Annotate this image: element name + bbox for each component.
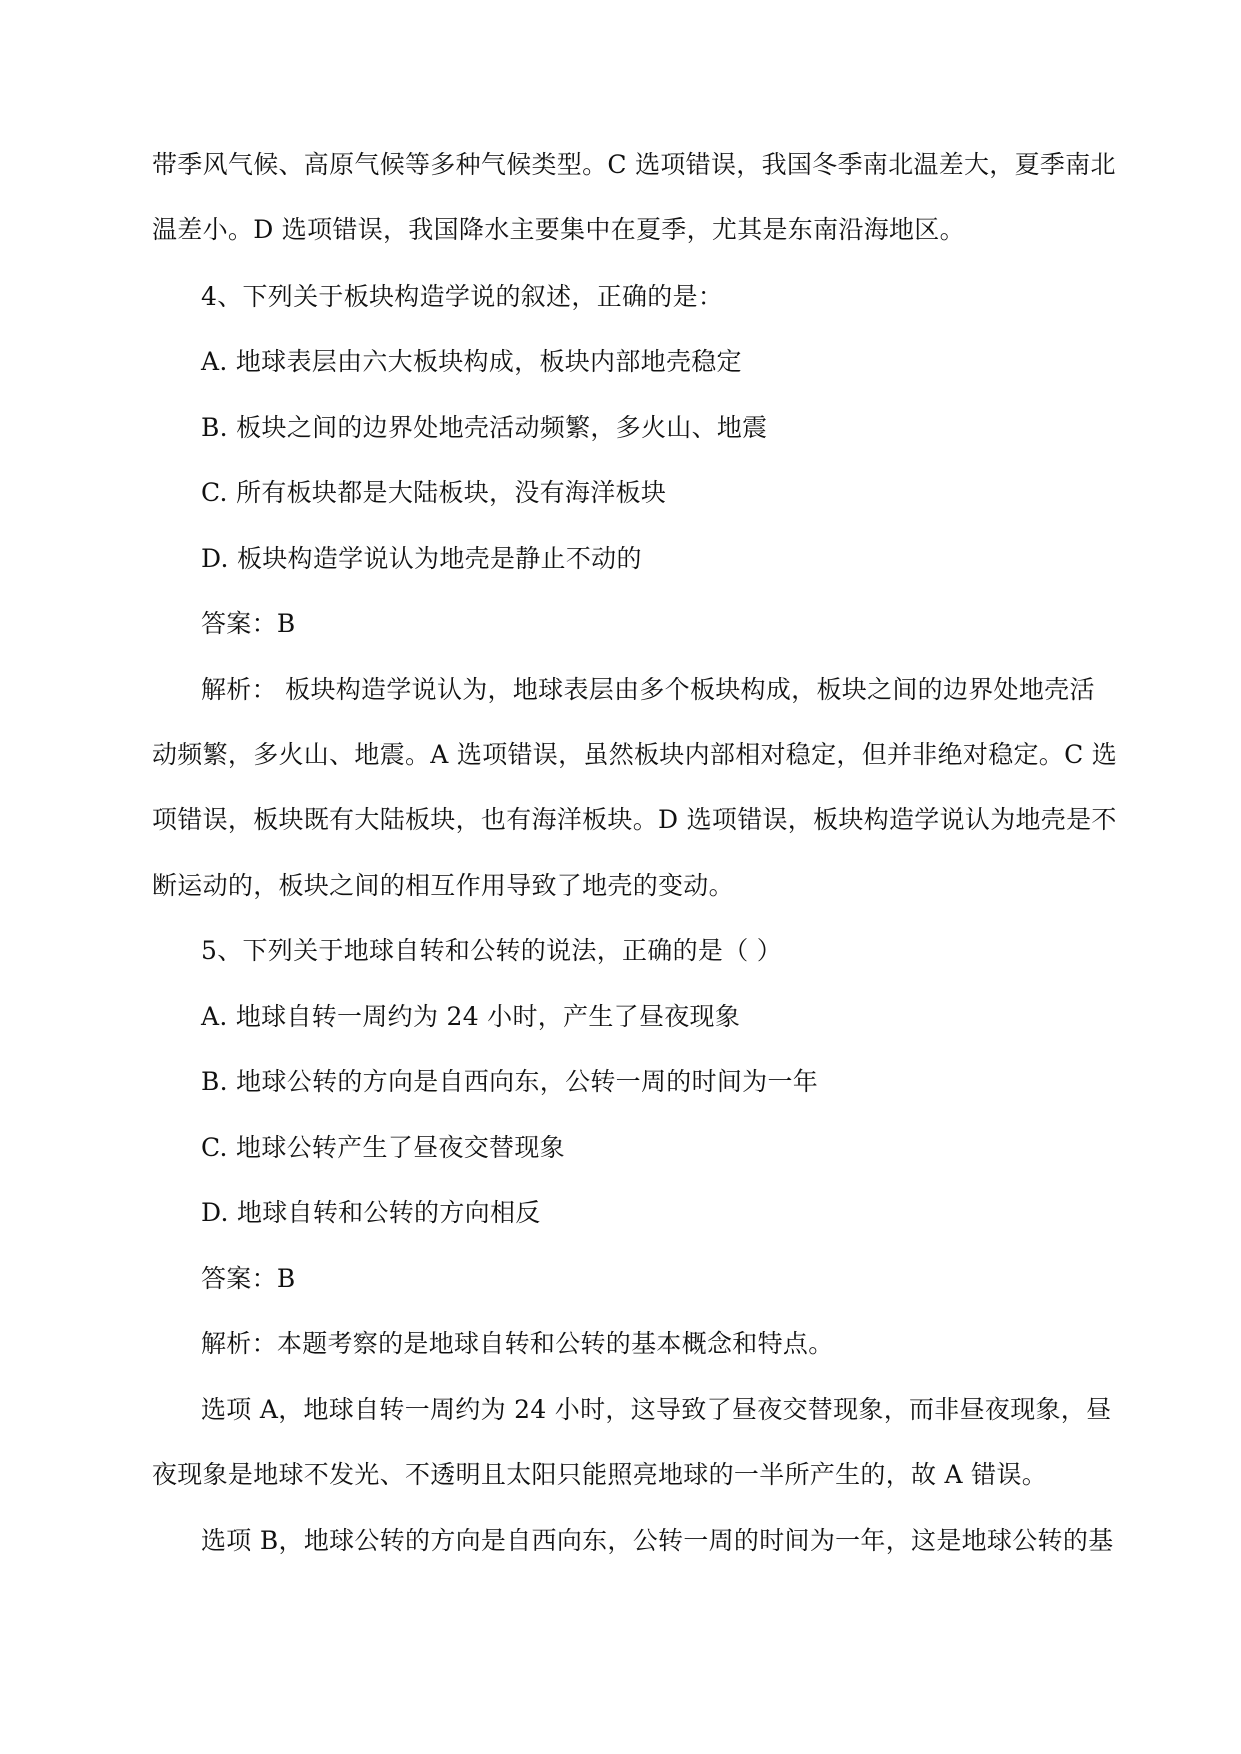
- question-4-option-a: A. 地球表层由六大板块构成，板块内部地壳稳定: [201, 347, 742, 376]
- question-5-option-b: B. 地球公转的方向是自西向东，公转一周的时间为一年: [201, 1067, 819, 1096]
- text-line: 温差小。D 选项错误，我国降水主要集中在夏季，尤其是东南沿海地区。: [152, 215, 965, 244]
- text-line: 夜现象是地球不发光、不透明且太阳只能照亮地球的一半所产生的，故 A 错误。: [152, 1460, 1048, 1489]
- analysis-option-a: 选项 A，地球自转一周约为 24 小时，这导致了昼夜交替现象，而非昼夜现象，昼: [201, 1395, 1112, 1424]
- question-5-answer: 答案：B: [201, 1264, 296, 1293]
- question-4-option-b: B. 板块之间的边界处地壳活动频繁，多火山、地震: [201, 413, 768, 442]
- question-4-option-c: C. 所有板块都是大陆板块，没有海洋板块: [201, 478, 667, 507]
- question-5-option-d: D. 地球自转和公转的方向相反: [201, 1198, 541, 1227]
- analysis-option-b: 选项 B，地球公转的方向是自西向东，公转一周的时间为一年，这是地球公转的基: [201, 1526, 1114, 1555]
- question-4-analysis: 解析： 板块构造学说认为，地球表层由多个板块构成，板块之间的边界处地壳活: [201, 675, 1095, 704]
- question-4-option-d: D. 板块构造学说认为地壳是静止不动的: [201, 544, 642, 573]
- question-5-analysis: 解析：本题考察的是地球自转和公转的基本概念和特点。: [201, 1329, 834, 1358]
- question-5-option-a: A. 地球自转一周约为 24 小时，产生了昼夜现象: [201, 1002, 741, 1031]
- question-4-answer: 答案：B: [201, 609, 296, 638]
- text-line: 动频繁，多火山、地震。A 选项错误，虽然板块内部相对稳定，但并非绝对稳定。C 选: [152, 740, 1118, 769]
- question-5-stem: 5、下列关于地球自转和公转的说法，正确的是（ ）: [201, 936, 783, 965]
- question-5-option-c: C. 地球公转产生了昼夜交替现象: [201, 1133, 565, 1162]
- question-4-stem: 4、下列关于板块构造学说的叙述，正确的是：: [201, 282, 724, 311]
- text-line: 带季风气候、高原气候等多种气候类型。C 选项错误，我国冬季南北温差大，夏季南北: [152, 150, 1116, 179]
- text-line: 项错误，板块既有大陆板块，也有海洋板块。D 选项错误，板块构造学说认为地壳是不: [152, 805, 1117, 834]
- text-line: 断运动的，板块之间的相互作用导致了地壳的变动。: [152, 871, 734, 900]
